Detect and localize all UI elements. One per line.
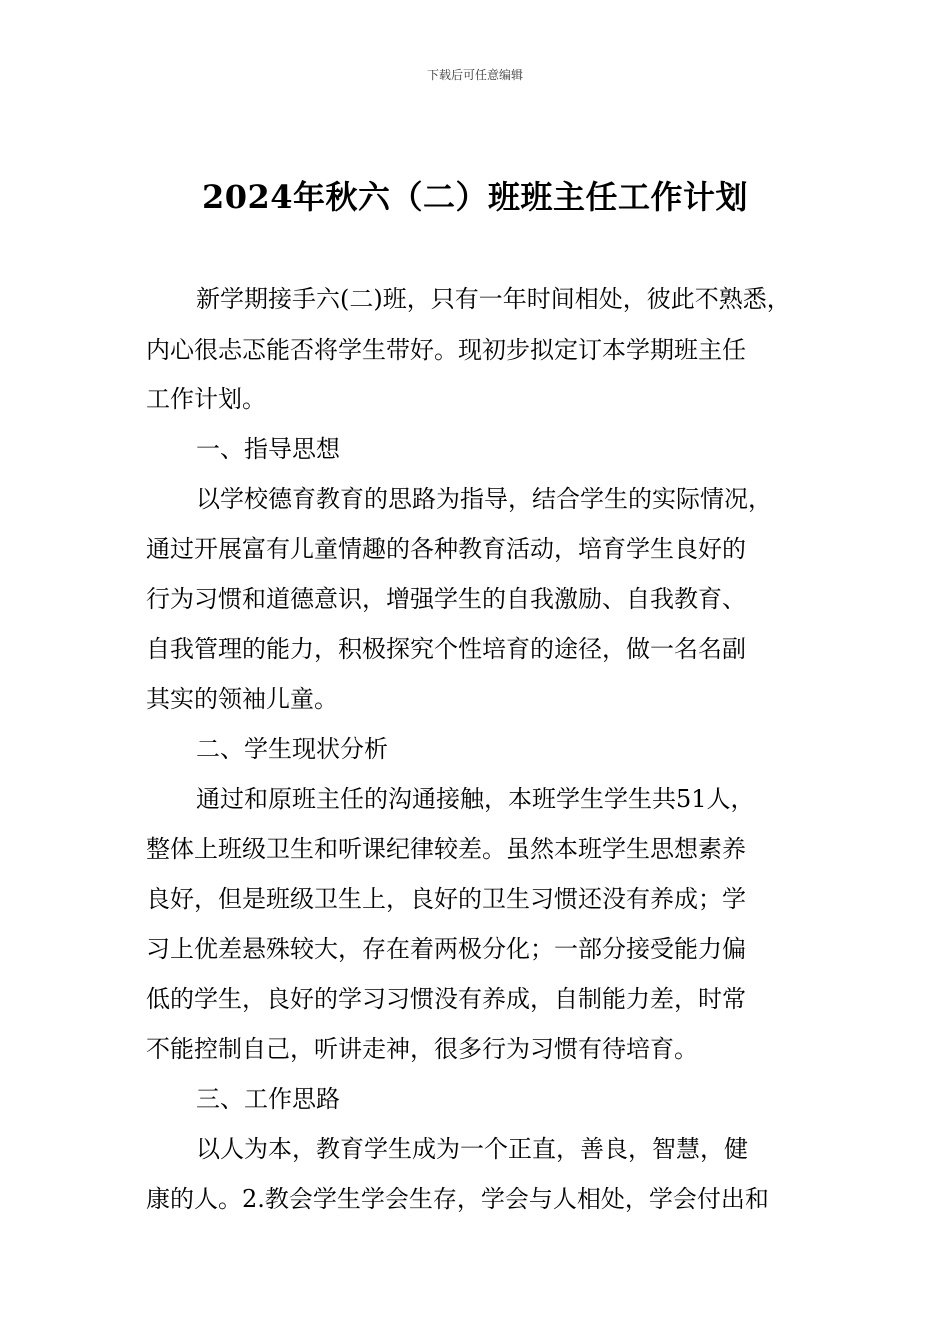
body-line: 整体上班级卫生和听课纪律较差。虽然本班学生思想素养 — [146, 835, 746, 863]
body-line: 行为习惯和道德意识，增强学生的自我激励、自我教育、 — [146, 585, 746, 613]
body-line: 新学期接手六(二)班，只有一年时间相处，彼此不熟悉， — [196, 285, 791, 313]
body-line: 其实的领袖儿童。 — [146, 685, 338, 713]
body-line: 通过和原班主任的沟通接触，本班学生学生共51人， — [196, 785, 755, 813]
body-line: 低的学生，良好的学习习惯没有养成，自制能力差，时常 — [146, 985, 746, 1013]
body-line: 内心很忐忑能否将学生带好。现初步拟定订本学期班主任 — [146, 336, 746, 364]
body-line: 以学校德育教育的思路为指导，结合学生的实际情况， — [196, 485, 772, 513]
page-header: 下载后可任意编辑 — [426, 68, 523, 82]
body-line: 自我管理的能力，积极探究个性培育的途径，做一名名副 — [146, 635, 746, 663]
body-line: 不能控制自己，听讲走神，很多行为习惯有待培育。 — [146, 1035, 698, 1063]
section-heading: 一、指导思想 — [196, 435, 340, 463]
section-heading: 二、学生现状分析 — [196, 735, 388, 763]
body-line: 良好，但是班级卫生上，良好的卫生习惯还没有养成；学 — [146, 885, 746, 913]
section-heading: 三、工作思路 — [196, 1085, 340, 1113]
body-line: 习上优差悬殊较大，存在着两极分化；一部分接受能力偏 — [146, 935, 746, 963]
document-title: 2024年秋六（二）班班主任工作计划 — [201, 178, 749, 216]
body-line: 工作计划。 — [146, 385, 266, 413]
body-line: 以人为本，教育学生成为一个正直，善良，智慧，健 — [196, 1135, 748, 1163]
body-line: 康的人。2.教会学生学会生存，学会与人相处，学会付出和 — [146, 1185, 769, 1213]
body-line: 通过开展富有儿童情趣的各种教育活动，培育学生良好的 — [146, 535, 746, 563]
